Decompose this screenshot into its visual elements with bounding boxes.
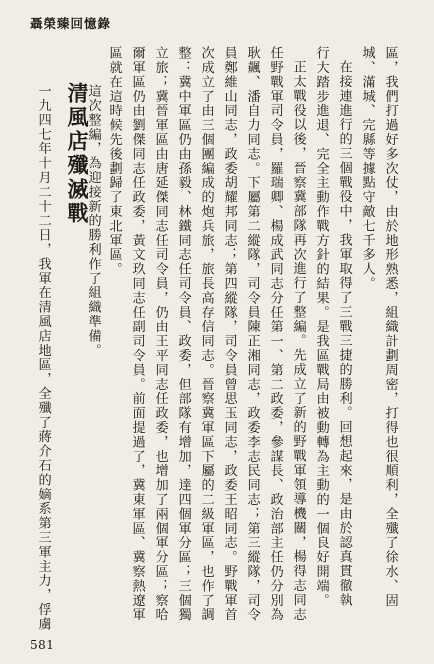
text-column-4: 行大踏步進退、完全主動作戰方針的結果。是我區戰局由被動轉為主動的一個良好開端。 — [313, 46, 329, 608]
text-column-12: 爾軍區仍由劉傑同志任政委，黃文玖同志任副司令員。前面提過了，冀東軍區、冀察熱遼軍 — [129, 46, 145, 622]
text-column-10: 整：冀中軍區仍由孫毅、林鐵同志任司令員、政委，但部隊有增加，達四個軍分區；三個獨 — [175, 46, 191, 622]
page-number: 581 — [30, 638, 55, 652]
section-title: 清風店殲滅戰 — [65, 82, 89, 226]
text-column-9: 次成立了由三個團編成的炮兵旅，旅長高存信同志。晉察冀軍區下屬的二級軍區，也作了調 — [198, 46, 214, 622]
running-header: 聶榮臻回憶錄 — [30, 16, 112, 31]
text-column-13: 區就在這時候先後劃歸了東北軍區。 — [106, 46, 122, 277]
text-column-7: 耿飆、潘自力同志。下屬第二縱隊，司令員陳正湘同志，政委李志民同志；第三縱隊，司令 — [244, 46, 260, 622]
text-column-14: 這次整編，為迎接新的勝利作了組織準備。 — [85, 84, 101, 358]
text-column-1: 區，我們打過好多次仗，由於地形熟悉，組織計劃周密，打得也很順利，全殲了徐水、固 — [382, 46, 398, 608]
text-column-11: 立旅；冀晉軍區由唐延傑同志任司令員，仍由王平同志任政委，也增加了兩個軍分區；察哈 — [152, 46, 168, 622]
text-column-2: 城、滿城、完縣等據點守敵七千多人。 — [359, 46, 375, 291]
text-column-15: 一九四七年十月二十二日，我軍在清風店地區，全殲了蔣介石的嫡系第三軍主力，俘虜 — [35, 84, 51, 632]
text-column-5: 正太戰役以後，晉察冀部隊再次進行了整編。先成立了新的野戰軍領導機關，楊得志同志 — [290, 60, 306, 622]
text-column-8: 員鄭維山同志，政委胡耀邦同志；第四縱隊，司令員曾思玉同志，政委王昭同志。野戰軍首 — [221, 46, 237, 622]
text-column-6: 任野戰軍司令員，羅瑞卿、楊成武同志分任第一、第二政委，參謀長、政治部主任仍分別為 — [267, 46, 283, 622]
text-column-3: 在接連進行的三個戰役中，我軍取得了三戰三捷的勝利。回想起來，是由於認真貫徹執 — [336, 60, 352, 608]
